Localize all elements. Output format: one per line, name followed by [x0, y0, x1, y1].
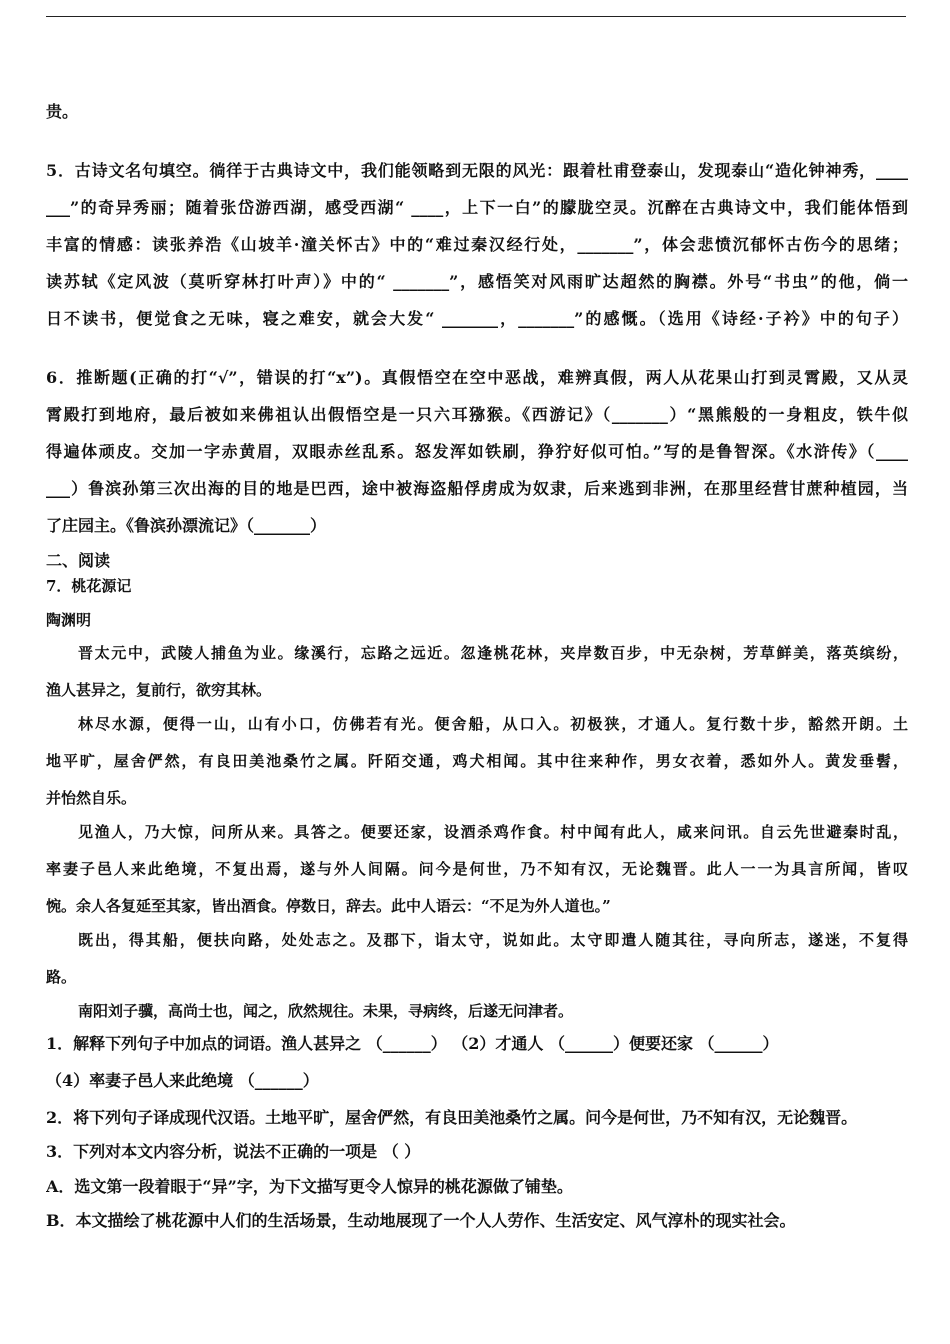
subquestion-1: 1．解释下列句子中加点的词语。渔人甚异之 （______） （2）才通人 （______）便要还家 （______） [46, 1034, 779, 1053]
question-6-line: 霄殿打到地府，最后被如来佛祖认出假悟空是一只六耳猕猴。《西游记》（_______）“黑熊般的一身粗皮，铁牛似 [46, 405, 908, 424]
section-heading: 二、阅读 [46, 551, 111, 570]
question-6-line: 6．推断题(正确的打“√”，错误的打“x”)。真假悟空在空中恶战，难辨真假，两人从花果山打到灵霄殿，又从灵 [46, 368, 908, 387]
passage-line: 见渔人，乃大惊，问所从来。具答之。便要还家，设酒杀鸡作食。村中闻有此人，咸来问讯。自云先世避秦时乱， [78, 823, 908, 841]
question-5-line: 读苏轼《定风波（莫听穿林打叶声）》中的“ _______”，感悟笑对风雨旷达超然的胸襟。外号“书虫”的他，倘一 [46, 272, 908, 291]
passage-line: 晋太元中，武陵人捕鱼为业。缘溪行，忘路之远近。忽逢桃花林，夹岸数百步，中无杂树，芳草鲜美，落英缤纷， [78, 644, 908, 662]
passage-line: 地平旷，屋舍俨然，有良田美池桑竹之属。阡陌交通，鸡犬相闻。其中往来种作，男女衣着，悉如外人。黄发垂髫， [46, 752, 908, 770]
question-5-line: 日不读书，便觉食之无味，寝之难安，就会大发“ _______，_______”的感慨。（选用《诗经·子衿》中的句子） [46, 309, 908, 328]
option-a: A．选文第一段着眼于“异”字，为下文描写更令人惊异的桃花源做了铺垫。 [46, 1177, 573, 1196]
subquestion-1-item-4: （4）率妻子邑人来此绝境 （______） [46, 1071, 319, 1090]
subquestion-3: 3．下列对本文内容分析，说法不正确的一项是 （ ） [46, 1142, 421, 1161]
option-b: B．本文描绘了桃花源中人们的生活场景，生动地展现了一个人人劳作、生活安定、风气淳朴的现实社会。 [46, 1211, 796, 1230]
header-rule [46, 16, 906, 17]
passage-line: 既出，得其船，便扶向路，处处志之。及郡下，诣太守，说如此。太守即遣人随其往，寻向所志，遂迷，不复得 [78, 931, 908, 949]
text-line: 贵。 [46, 102, 79, 121]
question-5-line: ___”的奇异秀丽；随着张岱游西湖，感受西湖“ ____，上下一白”的朦胧空灵。沉醉在古典诗文中，我们能体悟到 [46, 198, 908, 217]
passage-line: 路。 [46, 968, 77, 986]
passage-line: 并怡然自乐。 [46, 789, 137, 807]
passage-line: 南阳刘子骥，高尚士也，闻之，欣然规往。未果，寻病终，后遂无问津者。 [78, 1002, 574, 1020]
question-5-line: 5．古诗文名句填空。徜徉于古典诗文中，我们能领略到无限的风光：跟着杜甫登泰山，发现泰山“造化钟神秀，____ [46, 161, 908, 180]
passage-line: 率妻子邑人来此绝境，不复出焉，遂与外人间隔。问今是何世，乃不知有汉，无论魏晋。此人一一为具言所闻，皆叹 [46, 860, 908, 878]
question-7-title: 7．桃花源记 [46, 577, 132, 595]
question-5-line: 丰富的情感：读张养浩《山坡羊·潼关怀古》中的“难过秦汉经行处，_______”，体会悲愤沉郁怀古伤今的思绪； [46, 235, 908, 254]
question-6-line: 了庄园主。《鲁滨孙漂流记》（_______） [46, 516, 327, 535]
passage-line: 惋。余人各复延至其家，皆出酒食。停数日，辞去。此中人语云：“不足为外人道也。” [46, 897, 611, 915]
author-name: 陶渊明 [46, 611, 92, 629]
subquestion-2: 2．将下列句子译成现代汉语。土地平旷，屋舍俨然，有良田美池桑竹之属。问今是何世，乃不知有汉，无论魏晋。 [46, 1108, 858, 1127]
question-6-line: ___）鲁滨孙第三次出海的目的地是巴西，途中被海盗船俘虏成为奴隶，后来逃到非洲，在那里经营甘蔗种植园，当 [46, 479, 908, 498]
passage-line: 渔人甚异之，复前行，欲穷其林。 [46, 681, 272, 699]
passage-line: 林尽水源，便得一山，山有小口，仿佛若有光。便舍船，从口入。初极狭，才通人。复行数十步，豁然开朗。土 [78, 715, 908, 733]
question-6-line: 得遍体顽皮。交加一字赤黄眉，双眼赤丝乱系。怒发浑如铁刷，狰狞好似可怕。”写的是鲁智深。《水浒传》（____ [46, 442, 908, 461]
